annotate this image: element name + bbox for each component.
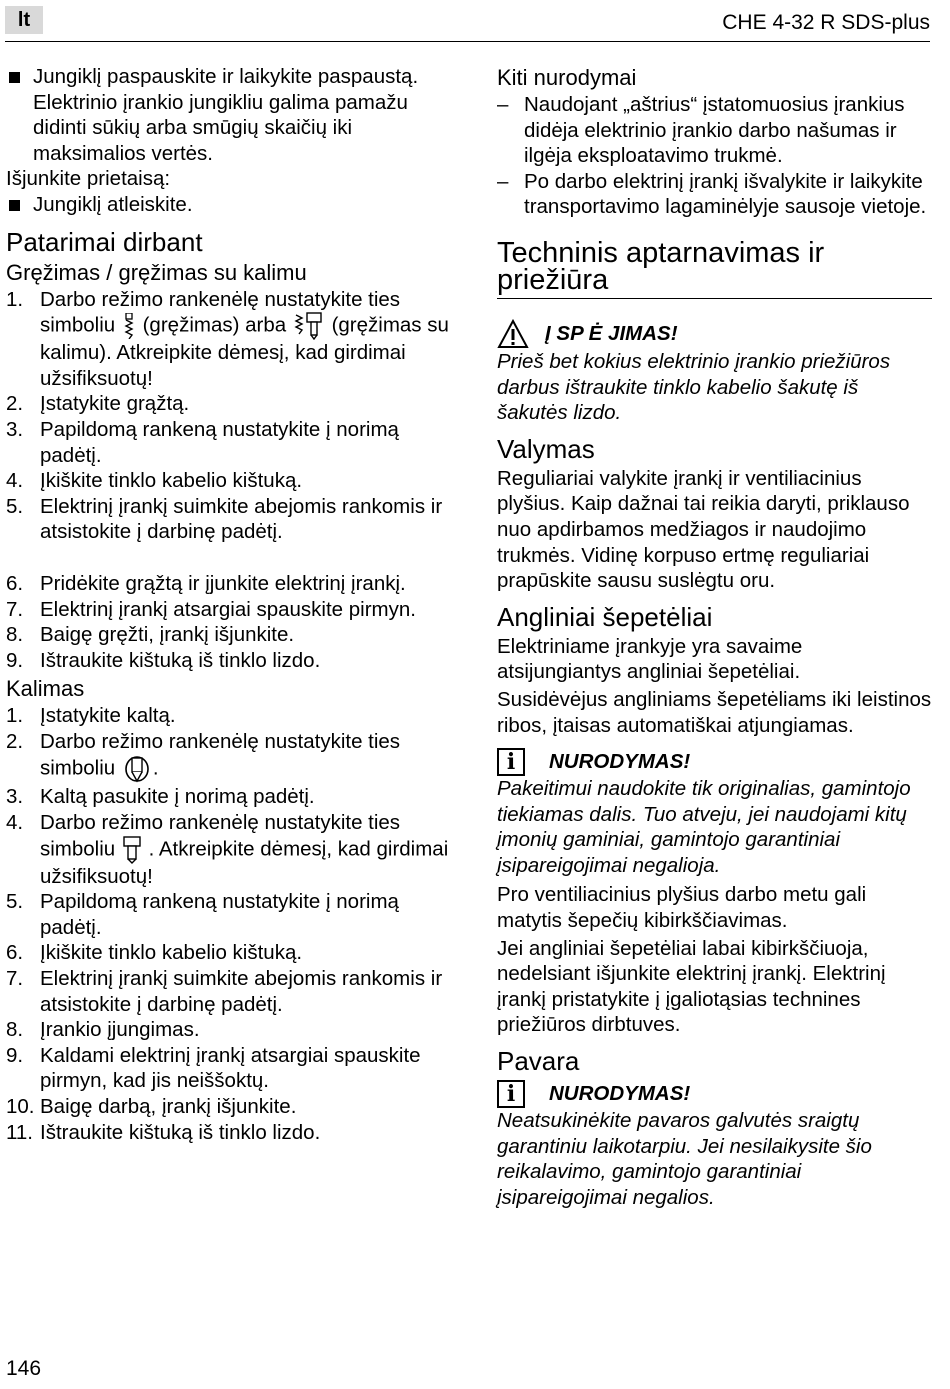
brushes-paragraph-1: Elektriniame įrankyje yra savaime atsijungiantys angliniai šepetėliai. <box>497 634 803 684</box>
chisel-step-1: 1. Įstatykite kaltą. <box>6 704 176 728</box>
drill-step-1-text-c: (gręžimas su kalimu). Atkreipkite dėmesį, kad girdimai užsifiksuotų! <box>40 313 449 390</box>
chisel-step-6: 6. Įkiškite tinklo kabelio kištuką. <box>6 941 303 965</box>
chisel-heading: Kalimas <box>6 676 85 702</box>
chisel-step-9: 9. Kaldami elektrinį įrankį atsargiai spauskite pirmyn, kad jis neiššoktų. <box>6 1043 421 1093</box>
chisel-step-5: 5. Papildomą rankeną nustatykite į norimą padėtį. <box>6 890 399 939</box>
drilling-heading: Gręžimas / gręžimas su kalimu <box>6 259 307 285</box>
switch-off-label: Išjunkite prietaisą: <box>6 167 171 191</box>
warning-triangle-icon <box>497 319 529 349</box>
chisel-step-10: 10. Baigę darbą, įrankį išjunkite. <box>6 1095 297 1118</box>
note-2-header <box>497 1080 932 1108</box>
page-number: 146 <box>6 1357 42 1380</box>
info-icon: i <box>497 1080 525 1108</box>
drill-step-8: 8. Baigę gręžti, įrankį išjunkite. <box>6 623 295 647</box>
other-heading: Kiti nurodymai <box>497 65 637 90</box>
chisel-step-4: 4. Darbo režimo rankenėlę nustatykite ties simboliu . Atkreipkite dėmesį, kad girdimai užsifiksuotų! <box>6 811 449 888</box>
brushes-paragraph-4: Jei angliniai šepetėliai labai kibirkščiuoja, nedelsiant išjunkite elektrinį įrankį. Elektrinį įrankį pristatykite į įgaliotąsias technines priežiūros dirbtuves. <box>497 936 886 1037</box>
model-title: CHE 4-32 R SDS-plus <box>722 11 930 34</box>
other-item-2: – Po darbo elektrinį įrankį išvalykite ir laikykite transportavimo lagaminėlyje sausoje vietoje. <box>497 169 932 220</box>
chisel-step-2: 2. Darbo režimo rankenėlę nustatykite ties simboliu . <box>6 729 461 785</box>
drill-step-1: 1. Darbo režimo rankenėlę nustatykite ties simboliu (gręžimas) arba (gręžimas su kalimu). Atkreipkite dėmesį, kad girdimai užsifiksuotų! <box>6 287 449 390</box>
switch-press-item: Jungiklį paspauskite ir laikykite paspaustą. <box>6 64 461 90</box>
warning-text: Prieš bet kokius elektrinio įrankio priežiūros darbus ištraukite tinklo kabelio šakutę iš šakutės lizdo. <box>497 349 891 425</box>
language-badge: lt <box>5 6 43 34</box>
drill-step-2: 2. Įstatykite grąžtą. <box>6 392 190 416</box>
drill-step-1-text-b: (gręžimas) arba <box>142 313 287 337</box>
switch-info-text: Elektrinio įrankio jungikliu galima pamažu didinti sūkių arba smūgių skaičių iki maksimalios vertės. <box>33 90 408 165</box>
warning-header <box>497 319 932 349</box>
chisel-step-8: 8. Įrankio įjungimas. <box>6 1018 200 1042</box>
gear-heading: Pavara <box>497 1046 580 1077</box>
warning-label: Į SP Ė JIMAS! <box>545 322 678 346</box>
note-2-label: NURODYMAS! <box>549 1082 691 1106</box>
brushes-paragraph-2: Susidėvėjus angliniams šepetėliams iki leistinos ribos, įtaisas automatiškai atjungiamas. <box>497 687 932 737</box>
drill-step-1-text-a: Darbo režimo rankenėlę nustatykite ties simboliu <box>40 287 401 337</box>
note-1-header <box>497 748 932 776</box>
right-column <box>497 64 932 1210</box>
tips-heading: Patarimai dirbant <box>6 226 203 257</box>
drill-mode-icon <box>123 313 135 339</box>
chisel-step-3: 3. Kaltą pasukite į norimą padėtį. <box>6 785 315 809</box>
note-2-text: Neatsukinėkite pavaros galvutės sraigtų garantiniu laikotarpiu. Jei nesilaikysite šio reikalavimo, gamintojo garantiniai įsipareigojimai negalios. <box>497 1109 872 1209</box>
service-heading: Techninis aptarnavimas ir priežiūra <box>497 240 932 299</box>
note-1-text: Pakeitimui naudokite tik originalias, gamintojo tiekiamas dalis. Tuo atveju, jei naudojami kitų įmonių gaminiai, gamintojo garantiniai įsipareigojimai negalioja. <box>497 777 911 877</box>
cleaning-text: Reguliariai valykite įrankį ir ventiliacinius plyšius. Kaip dažnai tai reikia daryti, priklauso nuo apdirbamos medžiagos ir naudojimo trukmės. Vidinę korpuso ertmę reguliariai prapūskite sausu suslėgtu oru. <box>497 466 910 593</box>
drill-step-7: 7. Elektrinį įrankį atsargiai spauskite pirmyn. <box>6 597 416 621</box>
drill-step-9: 9. Ištraukite kištuką iš tinklo lizdo. <box>6 648 321 672</box>
hammer-drill-mode-icon <box>294 312 324 340</box>
note-1-label: NURODYMAS! <box>549 750 691 774</box>
spacer <box>6 545 461 571</box>
info-icon: i <box>497 748 525 776</box>
drill-step-4: 4. Įkiškite tinklo kabelio kištuką. <box>6 469 303 493</box>
brushes-paragraph-3: Pro ventiliacinius plyšius darbo metu gali matytis šepečių kibirkščiavimas. <box>497 883 867 933</box>
chisel-rotate-icon <box>123 754 151 784</box>
drill-step-3: 3. Papildomą rankeną nustatykite į norimą padėtį. <box>6 417 399 467</box>
other-item-1: – Naudojant „aštrius“ įstatomuosius įrankius didėja elektrinio įrankio darbo našumas ir ilgėja eksploatavimo trukmė. <box>497 92 932 169</box>
cleaning-heading: Valymas <box>497 433 595 464</box>
drill-step-5: 5. Elektrinį įrankį suimkite abejomis rankomis ir atsistokite į darbinę padėtį. <box>6 494 443 544</box>
switch-release-item: Jungiklį atleiskite. <box>6 192 461 218</box>
left-column <box>6 64 461 1145</box>
chiselling-mode-icon <box>123 836 141 864</box>
chisel-step-7: 7. Elektrinį įrankį suimkite abejomis rankomis ir atsistokite į darbinę padėtį. <box>6 967 443 1016</box>
chisel-step-11: 11. Ištraukite kištuką iš tinklo lizdo. <box>6 1120 321 1144</box>
header-rule <box>5 41 930 42</box>
brushes-heading: Angliniai šepetėliai <box>497 601 713 632</box>
drill-step-6: 6. Pridėkite grąžtą ir įjunkite elektrinį įrankį. <box>6 571 406 595</box>
